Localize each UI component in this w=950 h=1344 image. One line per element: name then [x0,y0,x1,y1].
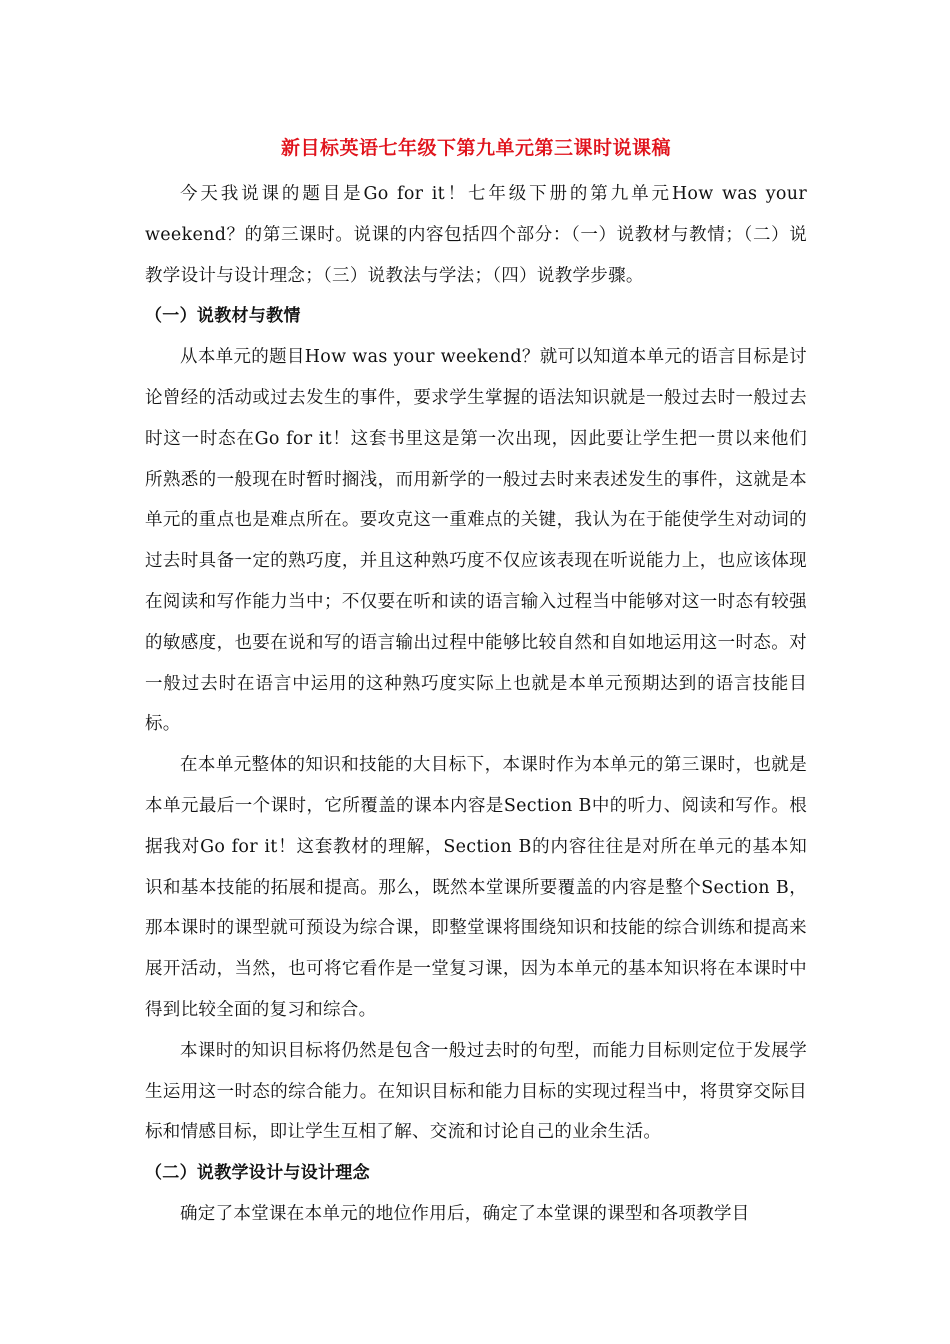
section1-paragraph-3: 本课时的知识目标将仍然是包含一般过去时的句型，而能力目标则定位于发展学生运用这一时态的综合能力。在知识目标和能力目标的实现过程当中，将贯穿交际目标和情感目标，即让学生互相了解、交流和讨论自己的业余生活。 [145,1040,807,1143]
section1-paragraph-1: 从本单元的题目How was your weekend？就可以知道本单元的语言目标是讨论曾经的活动或过去发生的事件，要求学生掌握的语法知识就是一般过去时一般过去时这一时态在Go for it！这套书里这是第一次出现，因此要让学生把一贯以来他们所熟悉的一般现在时暂时搁浅，而用新学的一般过去时来表述发生的事件，这就是本单元的重点也是难点所在。要攻克这一重难点的关键，我认为在于能使学生对动词的过去时具备一定的熟巧度，并且这种熟巧度不仅应该表现在听说能力上，也应该体现在阅读和写作能力当中；不仅要在听和读的语言输入过程当中能够对这一时态有较强的敏感度，也要在说和写的语言输出过程中能够比较自然和自如地运用这一时态。对一般过去时在语言中运用的这种熟巧度实际上也就是本单元预期达到的语言技能目标。 [145,347,807,735]
section-heading-2: （二）说教学设计与设计理念 [145,1163,370,1184]
section-heading-1: （一）说教材与教情 [145,306,301,327]
document-body [145,130,807,1235]
document-title: 新目标英语七年级下第九单元第三课时说课稿 [280,137,671,159]
section1-paragraph-2: 在本单元整体的知识和技能的大目标下，本课时作为本单元的第三课时，也就是本单元最后一个课时，它所覆盖的课本内容是Section B中的听力、阅读和写作。根据我对Go for it！这套教材的理解，Section B的内容往往是对所在单元的基本知识和基本技能的拓展和提高。那么，既然本堂课所要覆盖的内容是整个Section B，那本课时的课型就可预设为综合课，即整堂课将围绕知识和技能的综合训练和提高来展开活动，当然，也可将它看作是一堂复习课，因为本单元的基本知识将在本课时中得到比较全面的复习和综合。 [145,755,807,1020]
section2-paragraph-1: 确定了本堂课在本单元的地位作用后，确定了本堂课的课型和各项教学目 [180,1203,750,1224]
intro-paragraph: 今天我说课的题目是Go for it！七年级下册的第九单元How was your weekend？的第三课时。说课的内容包括四个部分：（一）说教材与教情；（二）说教学设计与设计理念；（三）说教法与学法；（四）说教学步骤。 [145,184,807,286]
